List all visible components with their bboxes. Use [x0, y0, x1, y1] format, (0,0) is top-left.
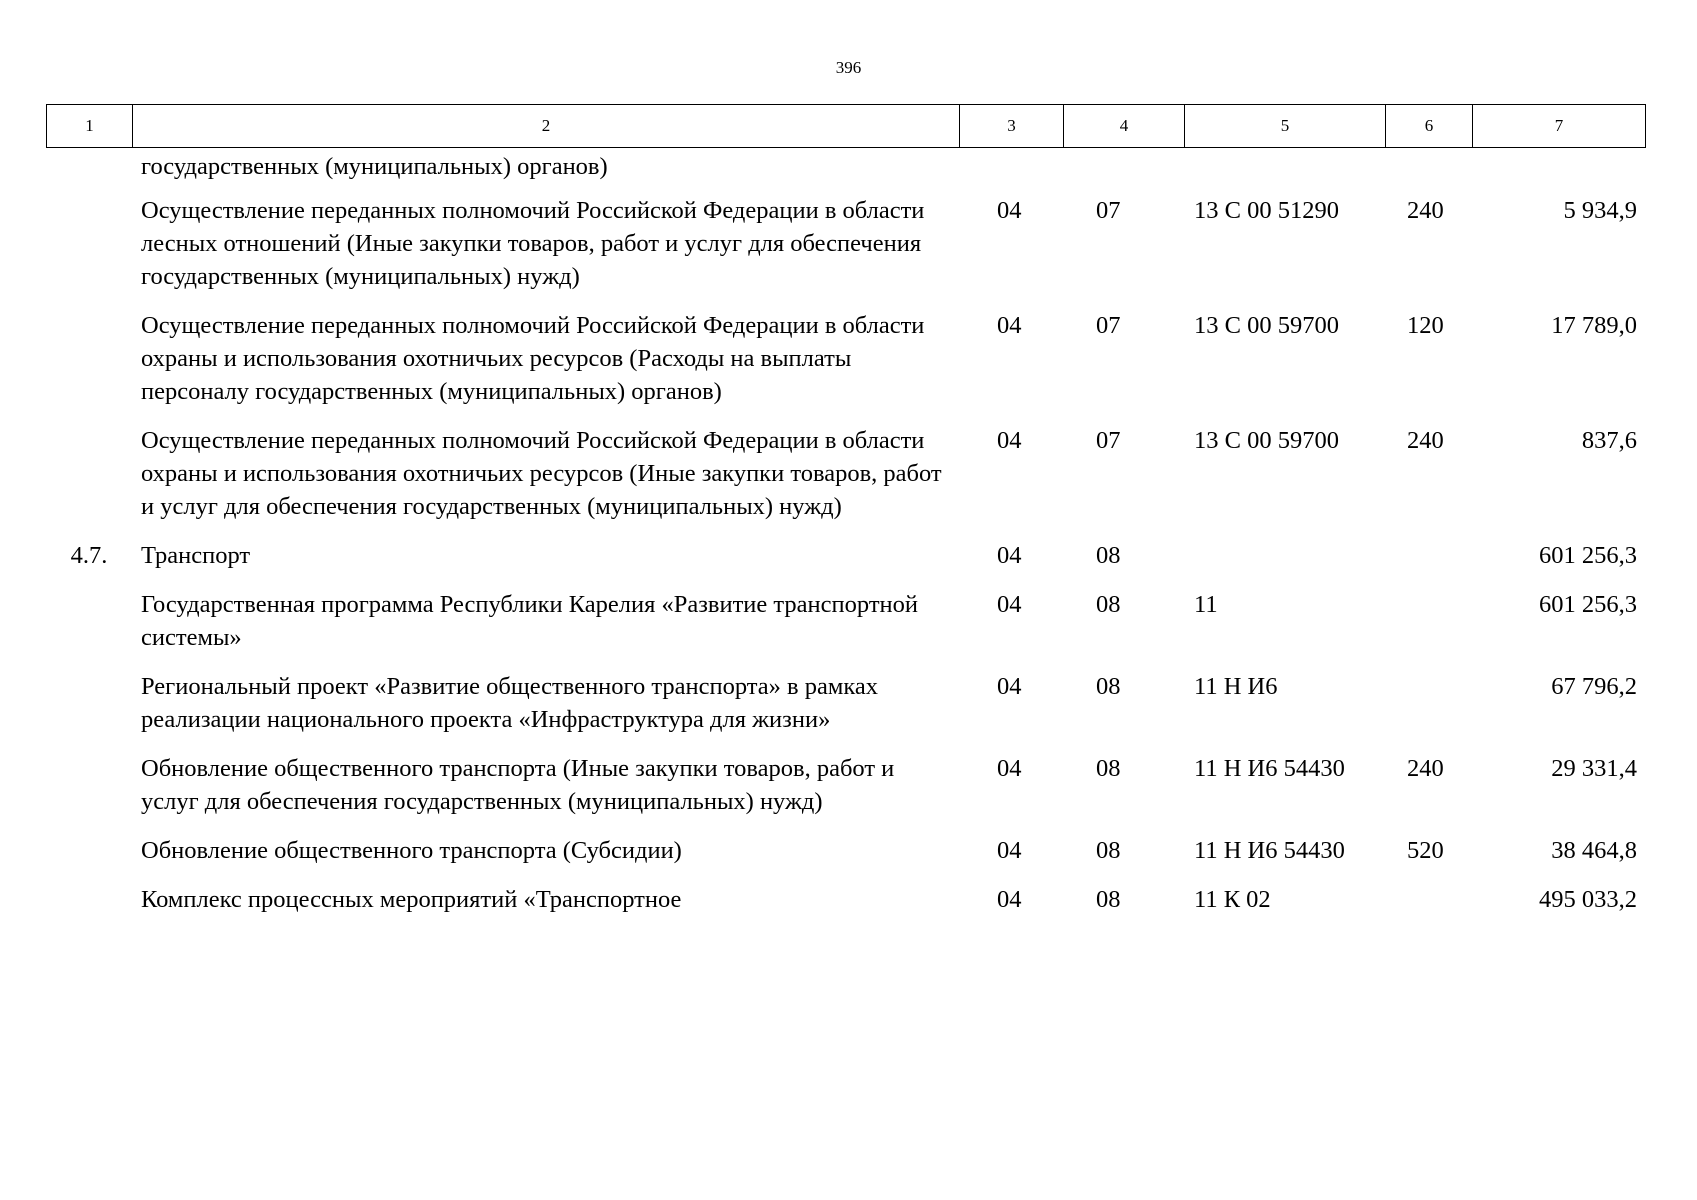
row-amount: 837,6	[1581, 427, 1637, 454]
row-target-code: 11 Н И6 54430	[1194, 755, 1345, 782]
table-row	[46, 309, 1645, 424]
row-subsection: 08	[1096, 673, 1121, 700]
row-section: 04	[997, 427, 1022, 454]
header-col-6: 6	[1386, 105, 1473, 148]
row-subsection: 07	[1096, 197, 1121, 224]
row-amount: 5 934,9	[1563, 197, 1637, 224]
row-section: 04	[997, 755, 1022, 782]
row-subsection: 08	[1096, 591, 1121, 618]
row-expense-type: 240	[1407, 427, 1444, 454]
row-section: 04	[997, 886, 1022, 913]
header-row	[47, 105, 1646, 148]
row-number	[46, 670, 132, 752]
row-number	[46, 424, 132, 539]
row-name: Обновление общественного транспорта (Иные закупки товаров, работ и услуг для обеспечения государственных (муниципальных) нужд)	[141, 755, 895, 815]
row-target-code: 11 Н И6 54430	[1194, 837, 1345, 864]
row-section: 04	[997, 312, 1022, 339]
row-name: государственных (муниципальных) органов)	[141, 153, 608, 180]
table-row	[46, 539, 1645, 588]
table-row	[46, 883, 1645, 932]
row-expense-type	[1385, 670, 1472, 752]
row-subsection: 07	[1096, 312, 1121, 339]
budget-table	[46, 150, 1645, 932]
table-row	[46, 752, 1645, 834]
row-number	[46, 752, 132, 834]
table-row	[46, 834, 1645, 883]
row-name: Осуществление переданных полномочий Российской Федерации в области охраны и использования охотничьих ресурсов (Расходы на выплаты персоналу государственных (муниципальных) органов)	[141, 312, 925, 405]
row-expense-type: 240	[1407, 197, 1444, 224]
row-section: 04	[997, 197, 1022, 224]
header-col-4: 4	[1064, 105, 1185, 148]
row-amount: 601 256,3	[1539, 542, 1637, 569]
table-header	[46, 104, 1646, 148]
header-col-3: 3	[960, 105, 1064, 148]
row-name: Региональный проект «Развитие общественного транспорта» в рамках реализации национального проекта «Инфраструктура для жизни»	[141, 673, 878, 733]
row-target-code: 11 Н И6	[1194, 673, 1278, 700]
header-col-7: 7	[1473, 105, 1646, 148]
row-name: Осуществление переданных полномочий Российской Федерации в области охраны и использования охотничьих ресурсов (Иные закупки товаров, работ и услуг для обеспечения государственных (муниципальных) нужд)	[141, 427, 942, 520]
table-row	[46, 424, 1645, 539]
table-row	[46, 670, 1645, 752]
row-name: Комплекс процессных мероприятий «Транспортное	[141, 886, 682, 913]
row-section: 04	[997, 673, 1022, 700]
row-number: 4.7.	[70, 542, 108, 569]
row-amount: 17 789,0	[1551, 312, 1637, 339]
row-amount: 29 331,4	[1551, 755, 1637, 782]
row-section	[959, 150, 1063, 194]
row-section: 04	[997, 591, 1022, 618]
row-amount: 67 796,2	[1551, 673, 1637, 700]
row-number	[46, 194, 132, 309]
row-subsection: 08	[1096, 755, 1121, 782]
row-expense-type	[1385, 883, 1472, 932]
table-row	[46, 150, 1645, 194]
row-number	[46, 834, 132, 883]
row-name: Осуществление переданных полномочий Российской Федерации в области лесных отношений (Иные закупки товаров, работ и услуг для обеспечения государственных (муниципальных) нужд)	[141, 197, 925, 290]
row-expense-type: 520	[1407, 837, 1444, 864]
row-expense-type	[1385, 588, 1472, 670]
header-col-2: 2	[133, 105, 960, 148]
row-section: 04	[997, 837, 1022, 864]
row-number	[46, 150, 132, 194]
row-target-code: 11	[1194, 591, 1218, 618]
row-name: Обновление общественного транспорта (Субсидии)	[141, 837, 682, 864]
row-name: Транспорт	[141, 542, 251, 569]
row-expense-type: 240	[1407, 755, 1444, 782]
row-target-code: 13 С 00 51290	[1194, 197, 1339, 224]
row-amount: 495 033,2	[1539, 886, 1637, 913]
page-number: 396	[835, 58, 862, 77]
row-number	[46, 588, 132, 670]
row-target-code	[1184, 539, 1385, 588]
row-subsection: 08	[1096, 886, 1121, 913]
row-subsection: 08	[1096, 837, 1121, 864]
row-subsection: 08	[1096, 542, 1121, 569]
row-target-code: 13 С 00 59700	[1194, 427, 1339, 454]
row-amount: 38 464,8	[1551, 837, 1637, 864]
row-number	[46, 309, 132, 424]
header-col-1: 1	[47, 105, 133, 148]
row-name: Государственная программа Республики Карелия «Развитие транспортной системы»	[141, 591, 919, 651]
row-subsection: 07	[1096, 427, 1121, 454]
row-subsection	[1063, 150, 1184, 194]
row-expense-type	[1385, 539, 1472, 588]
row-number	[46, 883, 132, 932]
row-target-code: 13 С 00 59700	[1194, 312, 1339, 339]
header-col-5: 5	[1185, 105, 1386, 148]
table-row	[46, 194, 1645, 309]
row-target-code: 11 К 02	[1194, 886, 1271, 913]
table-row	[46, 588, 1645, 670]
row-amount: 601 256,3	[1539, 591, 1637, 618]
row-target-code	[1184, 150, 1385, 194]
row-amount	[1472, 150, 1645, 194]
row-section: 04	[997, 542, 1022, 569]
row-expense-type	[1385, 150, 1472, 194]
row-expense-type: 120	[1407, 312, 1444, 339]
